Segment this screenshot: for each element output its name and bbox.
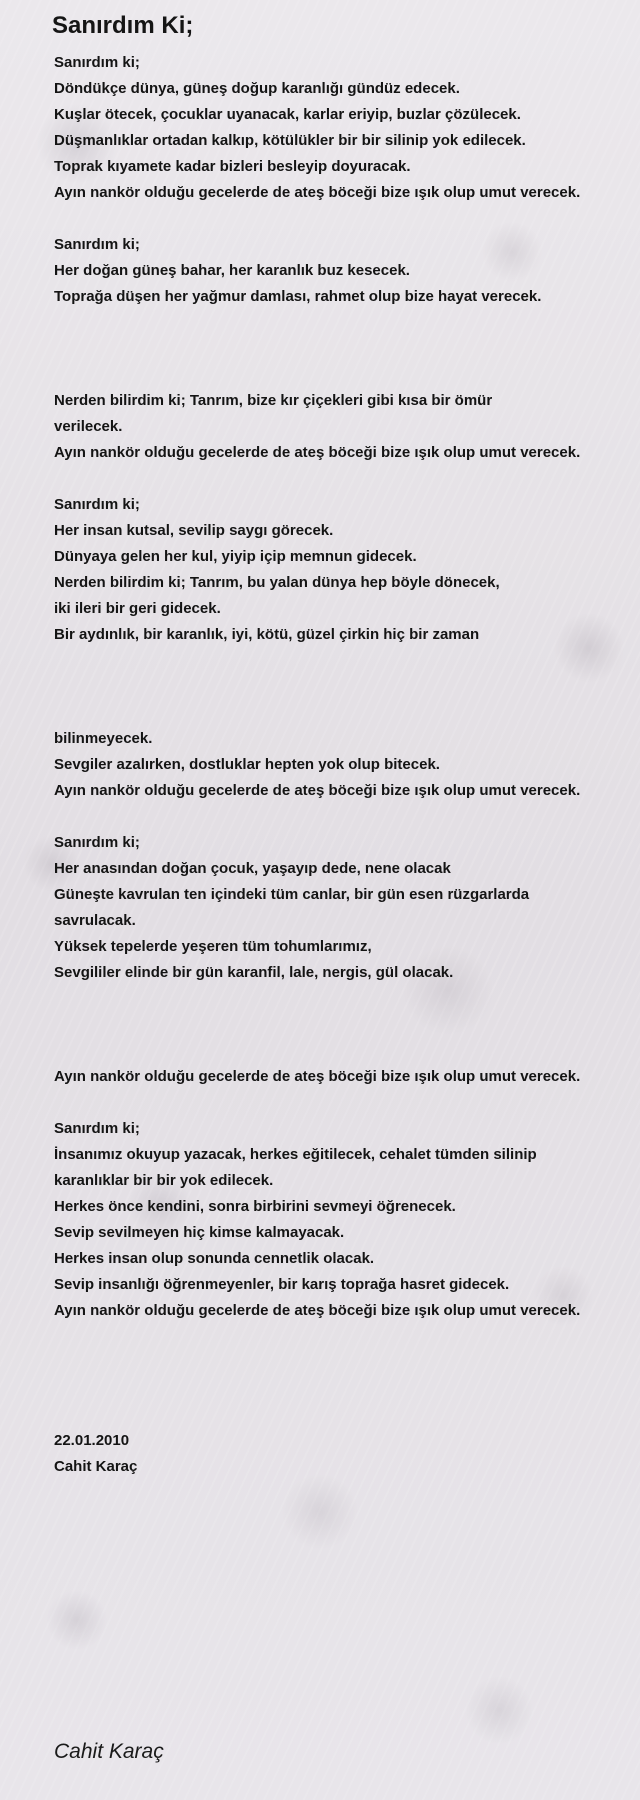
section-break bbox=[54, 986, 634, 1064]
poem-line: iki ileri bir geri gidecek. bbox=[54, 600, 221, 617]
poem-date: 22.01.2010 bbox=[54, 1432, 130, 1449]
stanza-5 bbox=[54, 726, 634, 804]
stanza-break bbox=[54, 206, 634, 232]
stanza-2 bbox=[54, 232, 634, 310]
poem-line: Sanırdım ki; bbox=[54, 54, 140, 71]
stanza-4 bbox=[54, 492, 634, 648]
section-break bbox=[54, 310, 634, 388]
poem-line: Kuşlar ötecek, çocuklar uyanacak, karlar eriyip, buzlar çözülecek. bbox=[54, 106, 521, 123]
poem-line: verilecek. bbox=[54, 418, 123, 435]
stanza-3 bbox=[54, 388, 634, 466]
poem-line: Herkes insan olup sonunda cennetlik olacak. bbox=[54, 1250, 375, 1267]
poem-line: Toprak kıyamete kadar bizleri besleyip doyuracak. bbox=[54, 158, 411, 175]
poem-line: Düşmanlıklar ortadan kalkıp, kötülükler bir bir silinip yok edilecek. bbox=[54, 132, 526, 149]
poem-author: Cahit Karaç bbox=[54, 1458, 138, 1475]
stanza-7 bbox=[54, 1064, 634, 1090]
poem-line: Ayın nankör olduğu gecelerde de ateş böceği bize ışık olup umut verecek. bbox=[54, 1068, 581, 1085]
section-break bbox=[54, 648, 634, 726]
poem-line: bilinmeyecek. bbox=[54, 730, 153, 747]
poem-line: Sevgililer elinde bir gün karanfil, lale, nergis, gül olacak. bbox=[54, 964, 454, 981]
poem-line: Bir aydınlık, bir karanlık, iyi, kötü, güzel çirkin hiç bir zaman bbox=[54, 626, 480, 643]
poem-line: Güneşte kavrulan ten içindeki tüm canlar, bir gün esen rüzgarlarda bbox=[54, 886, 530, 903]
stanza-break bbox=[54, 804, 634, 830]
poem-line: savrulacak. bbox=[54, 912, 136, 929]
poem-title: Sanırdım Ki; bbox=[52, 12, 194, 39]
stanza-1 bbox=[54, 50, 634, 206]
poem-line: Nerden bilirdim ki; Tanrım, bize kır çiçekleri gibi kısa bir ömür bbox=[54, 392, 493, 409]
poem-line: Yüksek tepelerde yeşeren tüm tohumlarımız, bbox=[54, 938, 372, 955]
poem-line: Her insan kutsal, sevilip saygı görecek. bbox=[54, 522, 334, 539]
stanza-6 bbox=[54, 830, 634, 986]
poem-line: Ayın nankör olduğu gecelerde de ateş böceği bize ışık olup umut verecek. bbox=[54, 1302, 581, 1319]
poem-footer bbox=[54, 1428, 634, 1480]
poem-line: Toprağa düşen her yağmur damlası, rahmet olup bize hayat verecek. bbox=[54, 288, 542, 305]
poem-line: Ayın nankör olduğu gecelerde de ateş böceği bize ışık olup umut verecek. bbox=[54, 782, 581, 799]
poem-line: Sevip sevilmeyen hiç kimse kalmayacak. bbox=[54, 1224, 345, 1241]
poem-line: Sevip insanlığı öğrenmeyenler, bir karış toprağa hasret gidecek. bbox=[54, 1276, 510, 1293]
poem-line: Döndükçe dünya, güneş doğup karanlığı gündüz edecek. bbox=[54, 80, 460, 97]
stanza-break bbox=[54, 466, 634, 492]
author-signature: Cahit Karaç bbox=[54, 1740, 164, 1763]
poem-line: Sanırdım ki; bbox=[54, 1120, 140, 1137]
poem-line: Sevgiler azalırken, dostluklar hepten yok olup bitecek. bbox=[54, 756, 440, 773]
poem-line: İnsanımız okuyup yazacak, herkes eğitilecek, cehalet tümden silinip bbox=[54, 1146, 537, 1163]
poem-line: Nerden bilirdim ki; Tanrım, bu yalan dünya hep böyle dönecek, bbox=[54, 574, 500, 591]
poem-line: karanlıklar bir bir yok edilecek. bbox=[54, 1172, 274, 1189]
poem-line: Her doğan güneş bahar, her karanlık buz kesecek. bbox=[54, 262, 410, 279]
poem-line: Sanırdım ki; bbox=[54, 834, 140, 851]
stanza-8 bbox=[54, 1116, 634, 1324]
poem-line: Ayın nankör olduğu gecelerde de ateş böceği bize ışık olup umut verecek. bbox=[54, 184, 581, 201]
poem-line: Her anasından doğan çocuk, yaşayıp dede, nene olacak bbox=[54, 860, 451, 877]
poem-line: Sanırdım ki; bbox=[54, 496, 140, 513]
poem-line: Herkes önce kendini, sonra birbirini sevmeyi öğrenecek. bbox=[54, 1198, 456, 1215]
section-break bbox=[54, 1324, 634, 1428]
stanza-break bbox=[54, 1090, 634, 1116]
poem-line: Ayın nankör olduğu gecelerde de ateş böceği bize ışık olup umut verecek. bbox=[54, 444, 581, 461]
poem-body bbox=[54, 50, 634, 1480]
poem-line: Sanırdım ki; bbox=[54, 236, 140, 253]
poem-line: Dünyaya gelen her kul, yiyip içip memnun gidecek. bbox=[54, 548, 417, 565]
